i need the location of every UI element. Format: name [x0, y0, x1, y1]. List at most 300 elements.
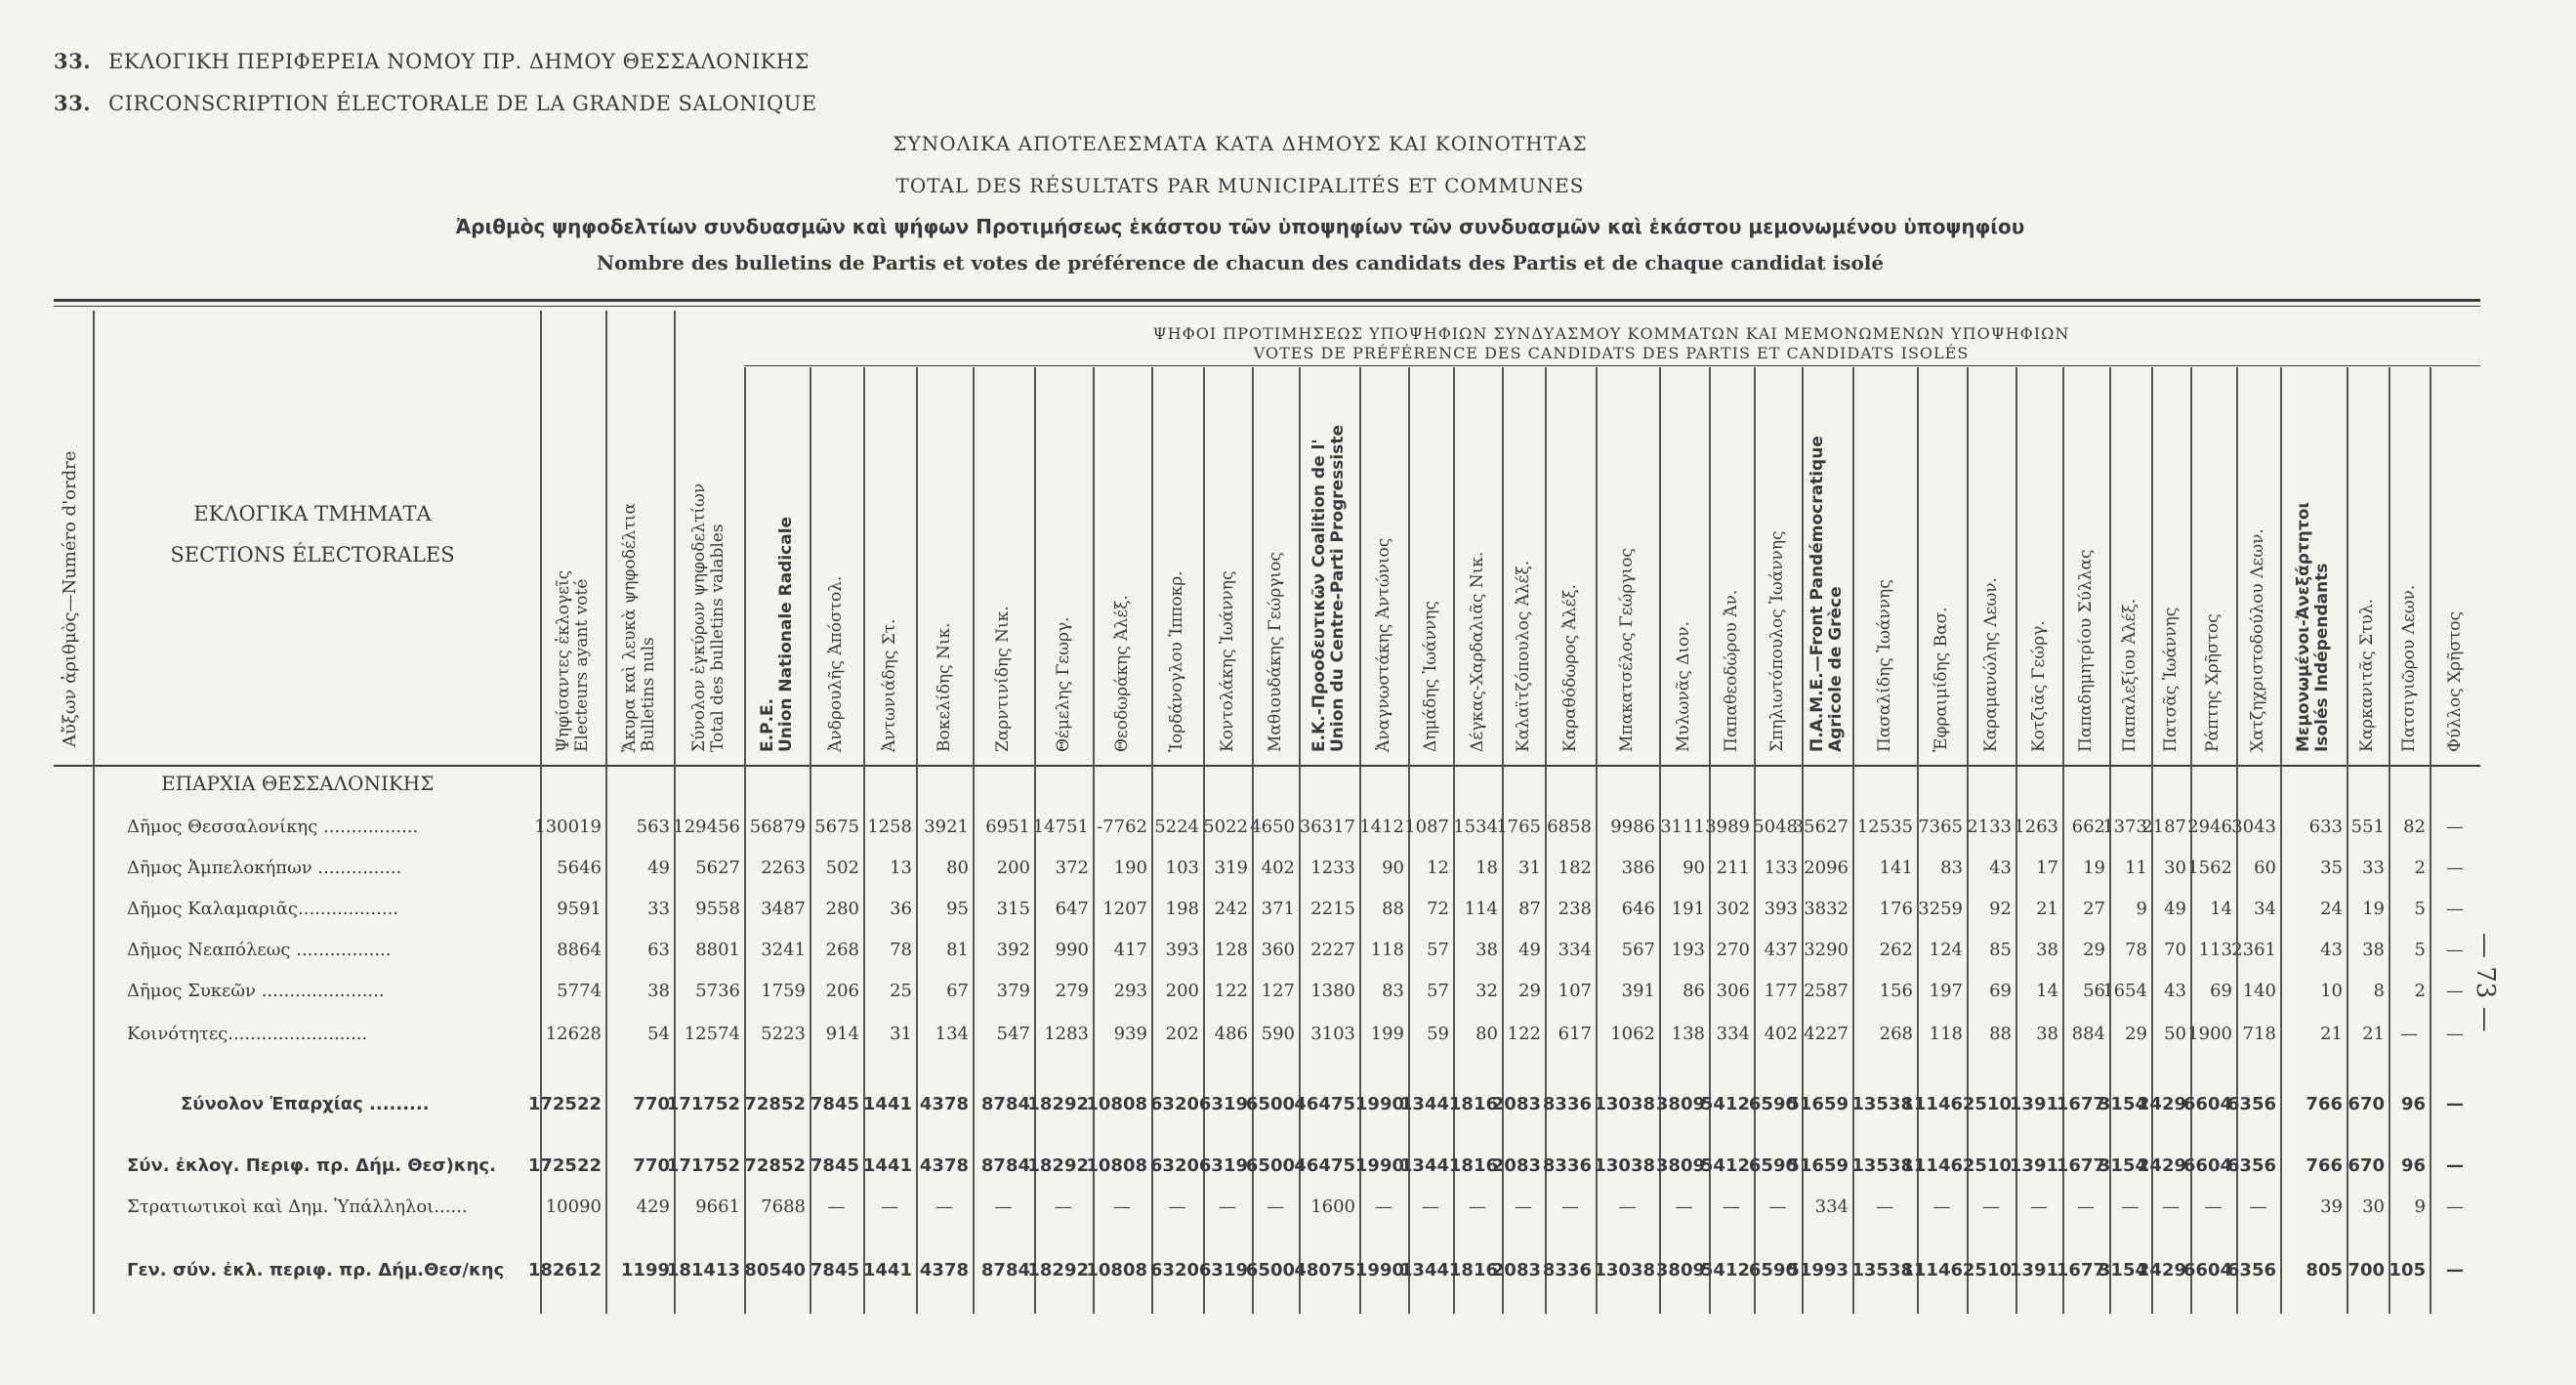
table-cell: 57	[1427, 940, 1449, 960]
table-cell: 118	[1929, 1024, 1963, 1044]
column-header	[1768, 530, 1787, 752]
table-cell: 80540	[744, 1260, 806, 1280]
table-cell: 2083	[1491, 1155, 1541, 1176]
table-cell: —	[2446, 1024, 2464, 1044]
table-cell: 11146	[1901, 1260, 1963, 1280]
table-cell: 11	[2125, 858, 2147, 878]
table-cell: 6604	[2182, 1155, 2232, 1176]
table-cell: 6590	[1748, 1094, 1798, 1114]
table-cell: 122	[1214, 981, 1248, 1001]
table-cell: 270	[1716, 940, 1750, 960]
table-cell: 59	[1427, 1024, 1449, 1044]
table-cell: 86	[1683, 981, 1705, 1001]
table-cell: 1677	[2056, 1155, 2105, 1176]
table-cell: 1391	[2009, 1094, 2058, 1114]
column-header-line-1: Ε.Κ.-Προοδευτικῶν Coalition de l'	[1309, 439, 1329, 752]
table-cell: 1600	[1310, 1196, 1355, 1217]
table-cell: 60	[2254, 858, 2276, 878]
table-cell: 198	[1165, 899, 1199, 919]
row-label: Κοινότητες.........................	[127, 1024, 368, 1044]
table-cell: 197	[1929, 981, 1963, 1001]
column-header-line-1: Ζαρντινίδης Νικ.	[993, 606, 1013, 752]
column-header-line-1: Σπηλιωτόπουλος Ἰωάννης	[1767, 530, 1787, 752]
table-cell: 19	[2362, 899, 2385, 919]
column-header-line-1: Χατζηχριστοδούλου Λεων.	[2248, 528, 2267, 752]
table-cell: 190	[1113, 858, 1147, 878]
column-header	[2121, 599, 2140, 752]
column-header-line-1: Θεοδωράκης Ἀλέξ.	[1111, 595, 1132, 752]
table-cell: 31	[1518, 858, 1541, 878]
table-cell: 5736	[695, 981, 740, 1001]
table-cell: —	[2400, 1024, 2418, 1044]
table-cell: 31	[890, 1024, 912, 1044]
table-cell: 268	[1879, 1024, 1913, 1044]
table-cell: 3111	[1660, 817, 1705, 837]
table-cell: 96	[2400, 1155, 2426, 1176]
table-cell: 50	[2164, 1024, 2186, 1044]
order-column-rule	[93, 311, 95, 1314]
table-cell: 10808	[1086, 1155, 1147, 1176]
table-cell: 647	[1055, 899, 1089, 919]
table-cell: 11146	[1901, 1155, 1963, 1176]
column-header	[2204, 613, 2223, 752]
table-cell: 6500	[1245, 1094, 1295, 1114]
table-cell: 567	[1621, 940, 1655, 960]
table-cell: 25	[890, 981, 912, 1001]
table-cell: 6320	[1149, 1260, 1199, 1280]
table-cell: 662	[2071, 817, 2105, 837]
column-header-line-1: Σύνολον ἐγκύρων ψηφοδελτίων	[689, 483, 709, 752]
table-cell: 379	[996, 981, 1030, 1001]
table-cell: 30	[2362, 1196, 2385, 1217]
column-header-line-1: Κοτζιᾶς Γεώργ.	[2028, 620, 2049, 752]
table-cell: 3921	[924, 817, 969, 837]
column-header-line-1: Μυλωνᾶς Διον.	[1674, 620, 1693, 752]
table-cell: 181413	[666, 1260, 740, 1280]
title-greek: ΣΥΝΟΛΙΚΑ ΑΠΟΤΕΛΕΣΜΑΤΑ ΚΑΤΑ ΔΗΜΟΥΣ ΚΑΙ ΚΟΙΝΟΤΗΤΑΣ	[893, 132, 1588, 155]
table-cell: —	[2446, 981, 2464, 1001]
table-cell: 2187	[2141, 817, 2186, 837]
table-cell: 33	[2362, 858, 2385, 878]
table-cell: 392	[996, 940, 1030, 960]
column-header-line-1: Ε.Ρ.Ε.	[757, 697, 777, 752]
table-cell: 1344	[1399, 1094, 1449, 1114]
column-header	[1723, 590, 1741, 752]
table-cell: 78	[2125, 940, 2147, 960]
table-cell: —	[1168, 1196, 1186, 1217]
table-cell: 35627	[1792, 817, 1849, 837]
table-cell: 280	[825, 899, 859, 919]
table-cell: 177	[1764, 981, 1798, 1001]
table-cell: 51993	[1787, 1260, 1849, 1280]
table-cell: —	[1267, 1196, 1284, 1217]
table-cell: 172522	[527, 1094, 602, 1114]
table-cell: 2946	[2187, 817, 2232, 837]
table-cell: —	[1675, 1196, 1693, 1217]
table-cell: —	[1422, 1196, 1439, 1217]
table-cell: 4227	[1804, 1024, 1849, 1044]
column-header	[1055, 616, 1073, 752]
table-cell: 393	[1764, 899, 1798, 919]
column-header-line-1: Μεμονωμένοι-Ἀνεξάρτητοι	[2294, 501, 2313, 752]
table-cell: 386	[1621, 858, 1655, 878]
column-header-line-1: Ἀνδρουλῆς Ἀπόστολ.	[826, 575, 846, 752]
table-cell: 6356	[2226, 1094, 2276, 1114]
pref-header-rule	[744, 365, 2480, 366]
column-header	[690, 483, 727, 752]
table-cell: 1391	[2009, 1260, 2058, 1280]
table-cell: 1990	[1354, 1155, 1404, 1176]
table-cell: 43	[2164, 981, 2186, 1001]
column-header-line-1: Καραθόδωρος Ἀλέξ.	[1559, 583, 1580, 752]
table-cell: 129456	[673, 817, 740, 837]
column-header-line-2: Total des bulletins valables	[708, 524, 727, 752]
table-cell: 69	[2210, 981, 2232, 1001]
column-header	[1469, 552, 1487, 752]
table-cell: 12574	[684, 1024, 740, 1044]
table-cell: —	[2446, 1155, 2464, 1176]
column-header	[1267, 552, 1285, 752]
table-cell: 8801	[695, 940, 740, 960]
table-top-rule-thin	[54, 306, 2480, 307]
table-cell: 5675	[814, 817, 859, 837]
row-label: Δῆμος Καλαμαριᾶς..................	[127, 899, 399, 919]
column-header	[1219, 571, 1237, 752]
table-cell: —	[2446, 858, 2464, 878]
table-cell: 617	[1558, 1024, 1592, 1044]
table-cell: 134	[935, 1024, 969, 1044]
table-cell: 171752	[666, 1094, 740, 1114]
table-cell: 191	[1671, 899, 1705, 919]
row-label: Δῆμος Θεσσαλονίκης .................	[127, 817, 419, 837]
preference-votes-header-french: VOTES DE PRÉFÉRENCE DES CANDIDATS DES PARTIS ET CANDIDATS ISOLÉS	[1253, 344, 1970, 362]
table-cell: 78	[890, 940, 912, 960]
preference-votes-header-greek: ΨΗΦΟΙ ΠΡΟΤΙΜΗΣΕΩΣ ΥΠΟΨΗΦΙΩΝ ΣΥΝΔΥΑΣΜΟΥ ΚΟΜΜΑΤΩΝ ΚΑΙ ΜΕΜΟΝΩΜΕΝΩΝ ΥΠΟΨΗΦΙΩΝ	[1152, 324, 2070, 343]
table-cell: 140	[2242, 981, 2276, 1001]
column-header-line-1: Ἀντωνιάδης Στ.	[879, 618, 899, 752]
column-header-line-1: Δημάδης Ἰωάννης	[1420, 601, 1440, 752]
column-header	[2295, 502, 2332, 752]
table-cell: 1765	[1496, 817, 1541, 837]
header-line-1	[54, 49, 810, 73]
table-cell: 718	[2242, 1024, 2276, 1044]
column-header	[1113, 595, 1132, 752]
table-cell: 171752	[666, 1155, 740, 1176]
table-cell: 13038	[1594, 1094, 1655, 1114]
table-cell: 2133	[1967, 817, 2012, 837]
column-header-line-1: Ἰορδάνογλου Ἱπποκρ.	[1167, 570, 1186, 752]
table-cell: 262	[1879, 940, 1913, 960]
table-cell: 6320	[1149, 1094, 1199, 1114]
table-cell: 9	[2136, 899, 2147, 919]
table-cell: 1283	[1044, 1024, 1089, 1044]
table-cell: 12628	[545, 1024, 602, 1044]
table-cell: 5412	[1700, 1094, 1750, 1114]
table-cell: 2429	[2137, 1260, 2186, 1280]
table-cell: 8784	[980, 1260, 1030, 1280]
column-header-line-1: Δέγκας-Χαρδαλιᾶς Νικ.	[1467, 551, 1487, 752]
table-cell: 1562	[2187, 858, 2232, 878]
column-header	[1310, 425, 1348, 752]
subtitle-french: Nombre des bulletins de Partis et votes de préférence de chacun des candidats des Partis et de chaque candidat isolé	[596, 251, 1885, 274]
table-cell: 130019	[534, 817, 602, 837]
table-cell: 27	[2083, 899, 2105, 919]
column-header	[2077, 549, 2096, 752]
table-cell: 884	[2071, 1024, 2105, 1044]
row-label: Σύνολον Ἐπαρχίας .........	[181, 1094, 430, 1114]
table-cell: —	[1876, 1196, 1893, 1217]
table-cell: 56879	[749, 817, 806, 837]
table-cell: 18	[1475, 858, 1498, 878]
table-cell: 315	[996, 899, 1030, 919]
table-cell: 1759	[761, 981, 806, 1001]
table-cell: 13538	[1851, 1155, 1913, 1176]
table-cell: 6356	[2226, 1260, 2276, 1280]
table-cell: 3809	[1655, 1094, 1705, 1114]
table-cell: 49	[647, 858, 670, 878]
column-header-line-1: Μπακατσέλος Γεώργιος	[1617, 548, 1637, 752]
column-header-line-2: Electeurs ayant voté	[571, 578, 592, 752]
table-cell: 6590	[1748, 1155, 1798, 1176]
table-cell: 9558	[695, 899, 740, 919]
table-cell: 1087	[1404, 817, 1449, 837]
table-cell: 9591	[557, 899, 602, 919]
table-cell: 138	[1671, 1024, 1705, 1044]
table-cell: 95	[946, 899, 969, 919]
table-cell: 46475	[1294, 1155, 1355, 1176]
table-cell: 319	[1214, 858, 1248, 878]
table-cell: 10	[2320, 981, 2343, 1001]
sections-header-greek: ΕΚΛΟΓΙΚΑ ΤΜΗΜΑΤΑ	[193, 502, 432, 525]
column-header-line-1: Πασαλίδης Ἰωάννης	[1874, 579, 1894, 752]
row-label: Στρατιωτικοὶ καὶ Δημ. Ὑπάλληλοι......	[127, 1196, 468, 1217]
column-header	[759, 517, 796, 752]
table-cell: —	[2204, 1196, 2223, 1217]
table-cell: 29	[1518, 981, 1541, 1001]
table-cell: 805	[2306, 1260, 2343, 1280]
table-cell: 113	[2198, 940, 2232, 960]
table-cell: 176	[1879, 899, 1913, 919]
table-cell: 3103	[1310, 1024, 1355, 1044]
table-cell: —	[2446, 940, 2464, 960]
table-cell: 29	[2125, 1024, 2147, 1044]
header-line-2-number: 33.	[54, 91, 92, 115]
table-cell: 6604	[2182, 1260, 2232, 1280]
header-line-1-number: 33.	[54, 49, 92, 73]
table-cell: 939	[1113, 1024, 1147, 1044]
table-cell: 1677	[2056, 1094, 2105, 1114]
table-cell: 43	[2320, 940, 2343, 960]
table-cell: 156	[1879, 981, 1913, 1001]
table-cell: 200	[1165, 981, 1199, 1001]
table-cell: 1441	[862, 1094, 912, 1114]
table-cell: 5	[2414, 899, 2426, 919]
column-header-line-1: Παπαθεοδώρου Ἀν.	[1721, 589, 1741, 752]
table-cell: 199	[1370, 1024, 1404, 1044]
table-cell: 202	[1165, 1024, 1199, 1044]
table-cell: —	[935, 1196, 953, 1217]
table-cell: 10808	[1086, 1094, 1147, 1114]
table-cell: 2510	[1962, 1155, 2012, 1176]
table-cell: 36	[890, 899, 912, 919]
table-cell: 4378	[919, 1260, 969, 1280]
column-header	[621, 503, 658, 752]
table-cell: 437	[1764, 940, 1798, 960]
table-cell: 3043	[2231, 817, 2276, 837]
table-cell: 3154	[2098, 1260, 2147, 1280]
column-header	[2358, 599, 2377, 752]
table-cell: 5048	[1753, 817, 1798, 837]
table-cell: 107	[1558, 981, 1592, 1001]
table-cell: 24	[2320, 899, 2343, 919]
table-cell: 9	[2414, 1196, 2426, 1217]
table-cell: 32	[1475, 981, 1498, 1001]
column-header	[555, 570, 592, 752]
table-cell: —	[1723, 1196, 1740, 1217]
table-cell: 6951	[985, 817, 1030, 837]
table-cell: 49	[1518, 940, 1541, 960]
table-cell: 2361	[2231, 940, 2276, 960]
table-cell: 14	[2210, 899, 2232, 919]
table-cell: 1062	[1610, 1024, 1655, 1044]
table-cell: 133	[1764, 858, 1798, 878]
table-cell: 402	[1261, 858, 1295, 878]
header-line-1-text: ΕΚΛΟΓΙΚΗ ΠΕΡΙΦΕΡΕΙΑ ΝΟΜΟΥ ΠΡ. ΔΗΜΟΥ ΘΕΣΣΑΛΟΝΙΚΗΣ	[108, 50, 810, 73]
table-cell: 279	[1055, 981, 1089, 1001]
column-header	[2446, 611, 2465, 752]
column-header-line-2: Isolés Indépendants	[2312, 563, 2332, 752]
table-cell: 10090	[545, 1196, 602, 1217]
table-cell: 14751	[1032, 817, 1089, 837]
table-cell: 5646	[557, 858, 602, 878]
table-cell: 82	[2403, 817, 2426, 837]
table-cell: 3809	[1655, 1155, 1705, 1176]
column-header	[827, 576, 846, 752]
table-cell: 4378	[919, 1155, 969, 1176]
column-header-line-1: Ἀναγνωστάκης Ἀντώνιος	[1373, 537, 1393, 752]
table-cell: 5412	[1700, 1260, 1750, 1280]
table-cell: 72	[1427, 899, 1449, 919]
table-cell: 1441	[862, 1155, 912, 1176]
table-cell: 6319	[1198, 1094, 1248, 1114]
table-cell: 206	[825, 981, 859, 1001]
column-header-line-1: Πατσιγιῶρου Λεων.	[2398, 584, 2419, 752]
table-cell: 2083	[1491, 1260, 1541, 1280]
table-cell: 38	[2362, 940, 2385, 960]
table-cell: 8	[2373, 981, 2385, 1001]
table-cell: 141	[1879, 858, 1913, 878]
table-cell: 563	[636, 817, 670, 837]
table-cell: 182	[1558, 858, 1592, 878]
table-cell: 49	[2164, 899, 2186, 919]
table-cell: 21	[2362, 1024, 2385, 1044]
column-header-line-1: Κοντολάκης Ἰωάννης	[1217, 570, 1237, 752]
column-header-line-1: Ψηφίσαντες ἐκλογεῖς	[553, 569, 573, 752]
table-cell: —	[2446, 1260, 2464, 1280]
table-cell: 990	[1055, 940, 1089, 960]
table-cell: 193	[1671, 940, 1705, 960]
column-header-line-1: Π.Α.Μ.Ε.—Front Pandémocratique	[1807, 436, 1827, 752]
column-header	[1375, 538, 1393, 752]
table-cell: 114	[1464, 899, 1498, 919]
table-cell: 6590	[1748, 1260, 1798, 1280]
table-cell: 502	[825, 858, 859, 878]
table-cell: 21	[2036, 899, 2058, 919]
column-header-line-1: Ἄκυρα καὶ λευκὰ ψηφοδέλτια	[620, 503, 640, 752]
column-header	[1168, 570, 1186, 752]
table-cell: 81	[946, 940, 969, 960]
table-cell: 10808	[1086, 1260, 1147, 1280]
column-header	[1675, 621, 1693, 752]
table-cell: 334	[1558, 940, 1592, 960]
table-cell: 5412	[1700, 1155, 1750, 1176]
table-cell: 14	[2036, 981, 2058, 1001]
table-cell: 51659	[1787, 1094, 1849, 1114]
table-cell: 1344	[1399, 1260, 1449, 1280]
table-cell: 69	[1989, 981, 2012, 1001]
table-cell: 6319	[1198, 1260, 1248, 1280]
column-header-line-1: Παπαλεξίου Ἀλέξ.	[2120, 598, 2140, 752]
table-cell: 35	[2320, 858, 2343, 878]
table-cell: 2263	[761, 858, 806, 878]
table-cell: —	[2030, 1196, 2048, 1217]
table-cell: 486	[1214, 1024, 1248, 1044]
table-cell: 8864	[557, 940, 602, 960]
table-cell: 83	[1382, 981, 1404, 1001]
table-cell: —	[1375, 1196, 1392, 1217]
section-heading: ΕΠΑΡΧΙΑ ΘΕΣΣΑΛΟΝΙΚΗΣ	[161, 772, 435, 795]
table-cell: —	[827, 1196, 846, 1217]
header-line-2	[54, 91, 817, 115]
table-cell: 4378	[919, 1094, 969, 1114]
table-cell: 33	[647, 899, 670, 919]
table-cell: 13038	[1594, 1260, 1655, 1280]
table-cell: 13	[890, 858, 912, 878]
sections-header-french: SECTIONS ÉLECTORALES	[170, 543, 455, 567]
table-cell: 360	[1261, 940, 1295, 960]
table-cell: 105	[2389, 1260, 2426, 1280]
table-cell: 38	[1475, 940, 1498, 960]
table-cell: 57	[1427, 981, 1449, 1001]
table-cell: —	[2446, 817, 2464, 837]
table-cell: 2	[2414, 858, 2426, 878]
table-cell: 3290	[1804, 940, 1849, 960]
table-cell: -7762	[1097, 817, 1147, 837]
table-cell: 72852	[744, 1155, 806, 1176]
table-cell: 5224	[1154, 817, 1199, 837]
order-number-header: Αὔξων ἀριθμὸς—Numéro d'ordre	[60, 450, 80, 747]
table-cell: 1990	[1354, 1094, 1404, 1114]
title-french: TOTAL DES RÉSULTATS PAR MUNICIPALITÉS ET COMMUNES	[895, 174, 1585, 197]
column-header	[1561, 584, 1580, 752]
table-cell: 1816	[1448, 1094, 1498, 1114]
table-cell: 429	[636, 1196, 670, 1217]
table-cell: 8784	[980, 1094, 1030, 1114]
table-cell: 38	[2036, 1024, 2058, 1044]
column-header-line-1: Μαθιουδάκης Γεώργιος	[1265, 552, 1285, 752]
table-cell: 417	[1113, 940, 1147, 960]
table-cell: 6356	[2226, 1155, 2276, 1176]
table-cell: 2227	[1310, 940, 1355, 960]
column-header-line-2: Union Nationale Radicale	[775, 516, 796, 752]
table-cell: 90	[1382, 858, 1404, 878]
table-cell: 1391	[2009, 1155, 2058, 1176]
table-cell: 83	[1940, 858, 1963, 878]
table-cell: 670	[2347, 1094, 2385, 1114]
table-cell: 547	[996, 1024, 1030, 1044]
table-cell: 3487	[761, 899, 806, 919]
table-cell: 5223	[761, 1024, 806, 1044]
